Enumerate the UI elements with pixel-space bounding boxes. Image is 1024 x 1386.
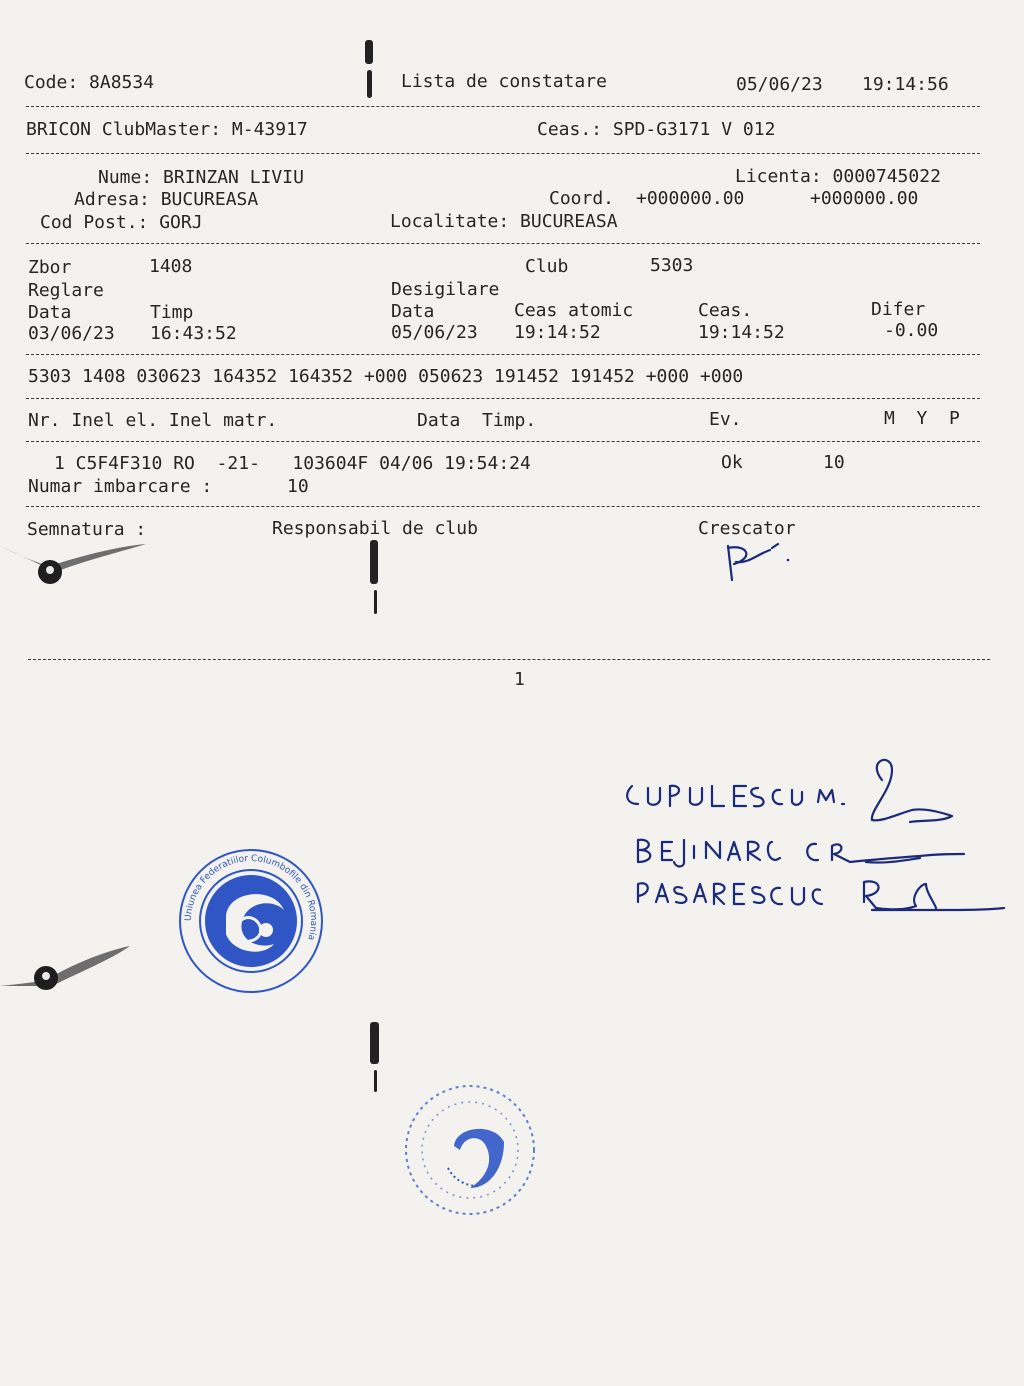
owner-name: Nume: BRINZAN LIVIU (98, 167, 304, 188)
speck (370, 1022, 379, 1064)
club-label: Club (525, 256, 569, 277)
row-m: 10 (823, 452, 845, 473)
divider (26, 106, 980, 107)
divider (26, 153, 980, 154)
reglare-label: Reglare (28, 280, 104, 301)
speck (370, 540, 378, 584)
code-label: Code: 8A8534 (24, 72, 155, 93)
handwritten-names (620, 750, 1020, 940)
divider (26, 506, 980, 507)
club-stamp (176, 846, 326, 996)
clock-id: Ceas.: SPD-G3171 V 012 (537, 119, 776, 140)
divider (26, 354, 980, 355)
pin-icon (0, 536, 150, 590)
row-entry: 1 C5F4F310 RO -21- 103604F 04/06 19:54:24 (54, 453, 531, 474)
divider (26, 441, 980, 442)
reglare-date: 03/06/23 (28, 323, 115, 344)
encoded-line: 5303 1408 030623 164352 164352 +000 050623 191452 191452 +000 +000 (28, 366, 744, 387)
postal-code: Cod Post.: GORJ (40, 212, 203, 233)
club-number: 5303 (650, 255, 694, 276)
club-stamp-faint (390, 1072, 540, 1222)
flight-number: 1408 (149, 256, 193, 277)
divider (28, 659, 990, 660)
speck (374, 590, 377, 614)
pin-icon (0, 942, 135, 1002)
speck (367, 70, 372, 98)
club-responsible-label: Responsabil de club (272, 518, 478, 539)
speck (374, 1070, 377, 1092)
clock-time: 19:14:52 (698, 322, 785, 343)
reglare-time-label: Timp (150, 302, 194, 323)
header-date: 05/06/23 (736, 74, 823, 95)
clock-label: Ceas. (698, 300, 753, 321)
atomic-clock-label: Ceas atomic (514, 300, 634, 321)
owner-license: Licenta: 0000745022 (735, 166, 941, 187)
signature-label: Semnatura : (27, 519, 147, 540)
header-ring-columns: Nr. Inel el. Inel matr. (28, 410, 278, 431)
divider (26, 243, 980, 244)
coord-y: +000000.00 (810, 188, 919, 209)
boarding-count: 10 (287, 476, 309, 497)
boarding-count-label: Numar imbarcare : (28, 476, 213, 497)
divider (26, 398, 980, 399)
reglare-date-label: Data (28, 302, 72, 323)
breeder-signature (718, 540, 808, 584)
svg-text:Uniunea Federatiilor Columbofi: Uniunea Federatiilor Columbofile din Romania (183, 853, 319, 942)
header-time: 19:14:56 (862, 74, 949, 95)
clubmaster-id: BRICON ClubMaster: M-43917 (26, 119, 308, 140)
desigilare-date-label: Data (391, 301, 435, 322)
atomic-clock-time: 19:14:52 (514, 322, 601, 343)
speck (365, 40, 373, 64)
flight-label: Zbor (28, 257, 72, 278)
row-ev: Ok (721, 452, 743, 473)
header-myp: M Y P (884, 408, 960, 429)
coord-label: Coord. (549, 188, 615, 209)
breeder-label: Crescator (698, 518, 796, 539)
desigilare-label: Desigilare (391, 279, 500, 300)
page-number: 1 (514, 669, 525, 690)
header-date-time: Data Timp. (417, 410, 537, 431)
header-ev: Ev. (709, 409, 742, 430)
difference-value: -0.00 (884, 320, 939, 341)
desigilare-date: 05/06/23 (391, 322, 478, 343)
coord-x: +000000.00 (636, 188, 745, 209)
difference-label: Difer (871, 299, 926, 320)
locality: Localitate: BUCUREASA (390, 211, 618, 232)
page-title: Lista de constatare (401, 71, 607, 92)
reglare-time: 16:43:52 (150, 323, 237, 344)
owner-address: Adresa: BUCUREASA (74, 189, 259, 210)
